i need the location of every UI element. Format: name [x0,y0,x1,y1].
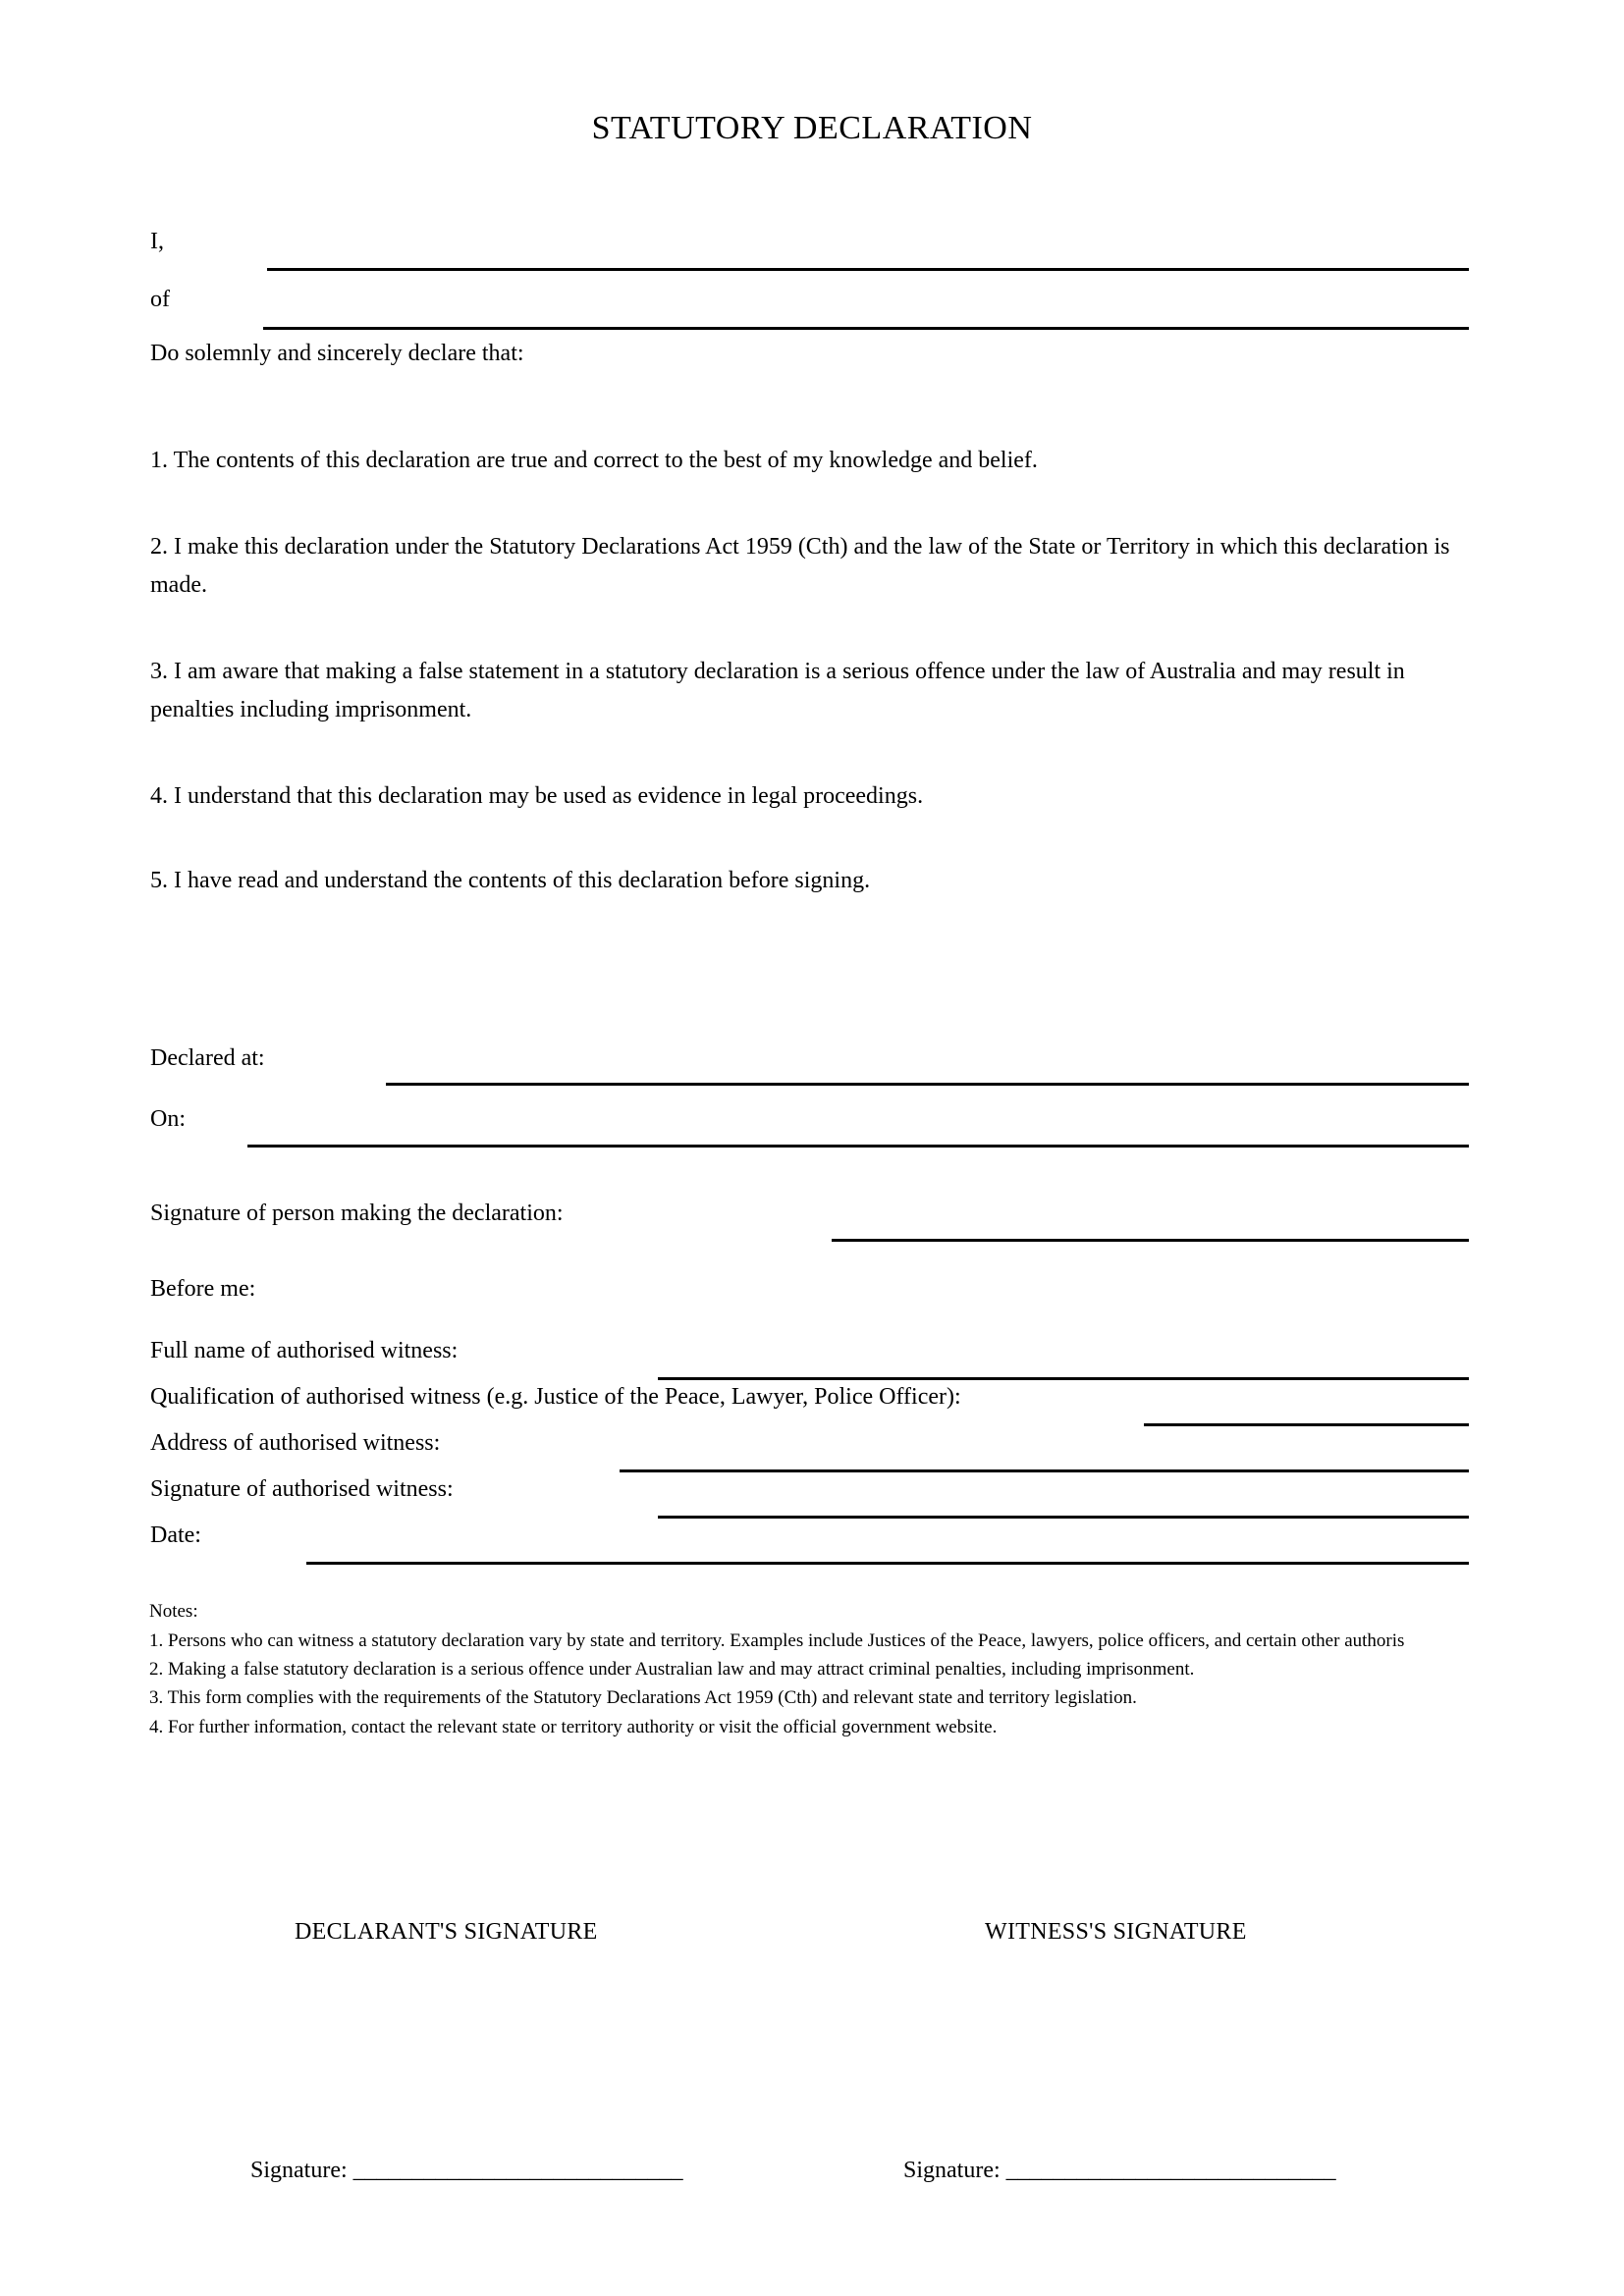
witness-date-line[interactable] [306,1562,1469,1565]
declarant-address-line[interactable] [263,327,1469,330]
witness-signature-line[interactable] [658,1516,1469,1519]
declare-lead-text: Do solemnly and sincerely declare that: [150,341,524,366]
declarant-signature-caption: DECLARANT'S SIGNATURE [295,1919,598,1945]
declarant-name-line[interactable] [267,268,1469,271]
witness-signature-prompt[interactable]: Signature: ____________________________ [903,2158,1336,2183]
before-me-label: Before me: [150,1276,256,1302]
notes-heading: Notes: [149,1601,198,1622]
note-item-4: 4. For further information, contact the relevant state or territory authority or visit the official government website. [149,1716,998,1737]
declarant-signature-line[interactable] [832,1239,1469,1242]
witness-signature-caption: WITNESS'S SIGNATURE [985,1919,1247,1945]
declarant-signature-label: Signature of person making the declaration: [150,1201,564,1226]
declarant-signature-prompt[interactable]: Signature: ____________________________ [250,2158,683,2183]
clause-4: 4. I understand that this declaration may be used as evidence in legal proceedings. [150,783,924,809]
declared-at-label: Declared at: [150,1045,265,1071]
clause-3: 3. I am aware that making a false statement in a statutory declaration is a serious offence under the law of Australia and may result in penalties including imprisonment. [150,659,1405,722]
note-item-2: 2. Making a false statutory declaration is a serious offence under Australian law and may attract criminal penalties, including imprisonment. [149,1658,1195,1680]
declarant-address-label: of [150,287,170,312]
declared-on-label: On: [150,1106,186,1132]
witness-qualification-label: Qualification of authorised witness (e.g. Justice of the Peace, Lawyer, Police Officer): [150,1384,961,1410]
clause-1: 1. The contents of this declaration are true and correct to the best of my knowledge and belief. [150,448,1038,473]
page-title: STATUTORY DECLARATION [591,110,1033,146]
declared-on-line[interactable] [247,1145,1469,1148]
clause-2: 2. I make this declaration under the Statutory Declarations Act 1959 (Cth) and the law of the State or Territory in which this declaration is made. [150,534,1450,598]
witness-address-label: Address of authorised witness: [150,1430,441,1456]
declarant-name-label: I, [150,229,164,254]
witness-address-line[interactable] [620,1469,1469,1472]
note-item-1: 1. Persons who can witness a statutory declaration vary by state and territory. Examples include Justices of the Peace, lawyers, police officers, and certain other authoris [149,1629,1405,1651]
witness-signature-label: Signature of authorised witness: [150,1476,454,1502]
declared-at-line[interactable] [386,1083,1469,1086]
witness-qualification-line[interactable] [1144,1423,1469,1426]
witness-date-label: Date: [150,1522,201,1548]
clause-5: 5. I have read and understand the contents of this declaration before signing. [150,868,871,893]
note-item-3: 3. This form complies with the requirements of the Statutory Declarations Act 1959 (Cth) and relevant state and territory legislation. [149,1687,1137,1709]
notes-section [149,1598,1624,1741]
witness-full-name-label: Full name of authorised witness: [150,1338,459,1363]
